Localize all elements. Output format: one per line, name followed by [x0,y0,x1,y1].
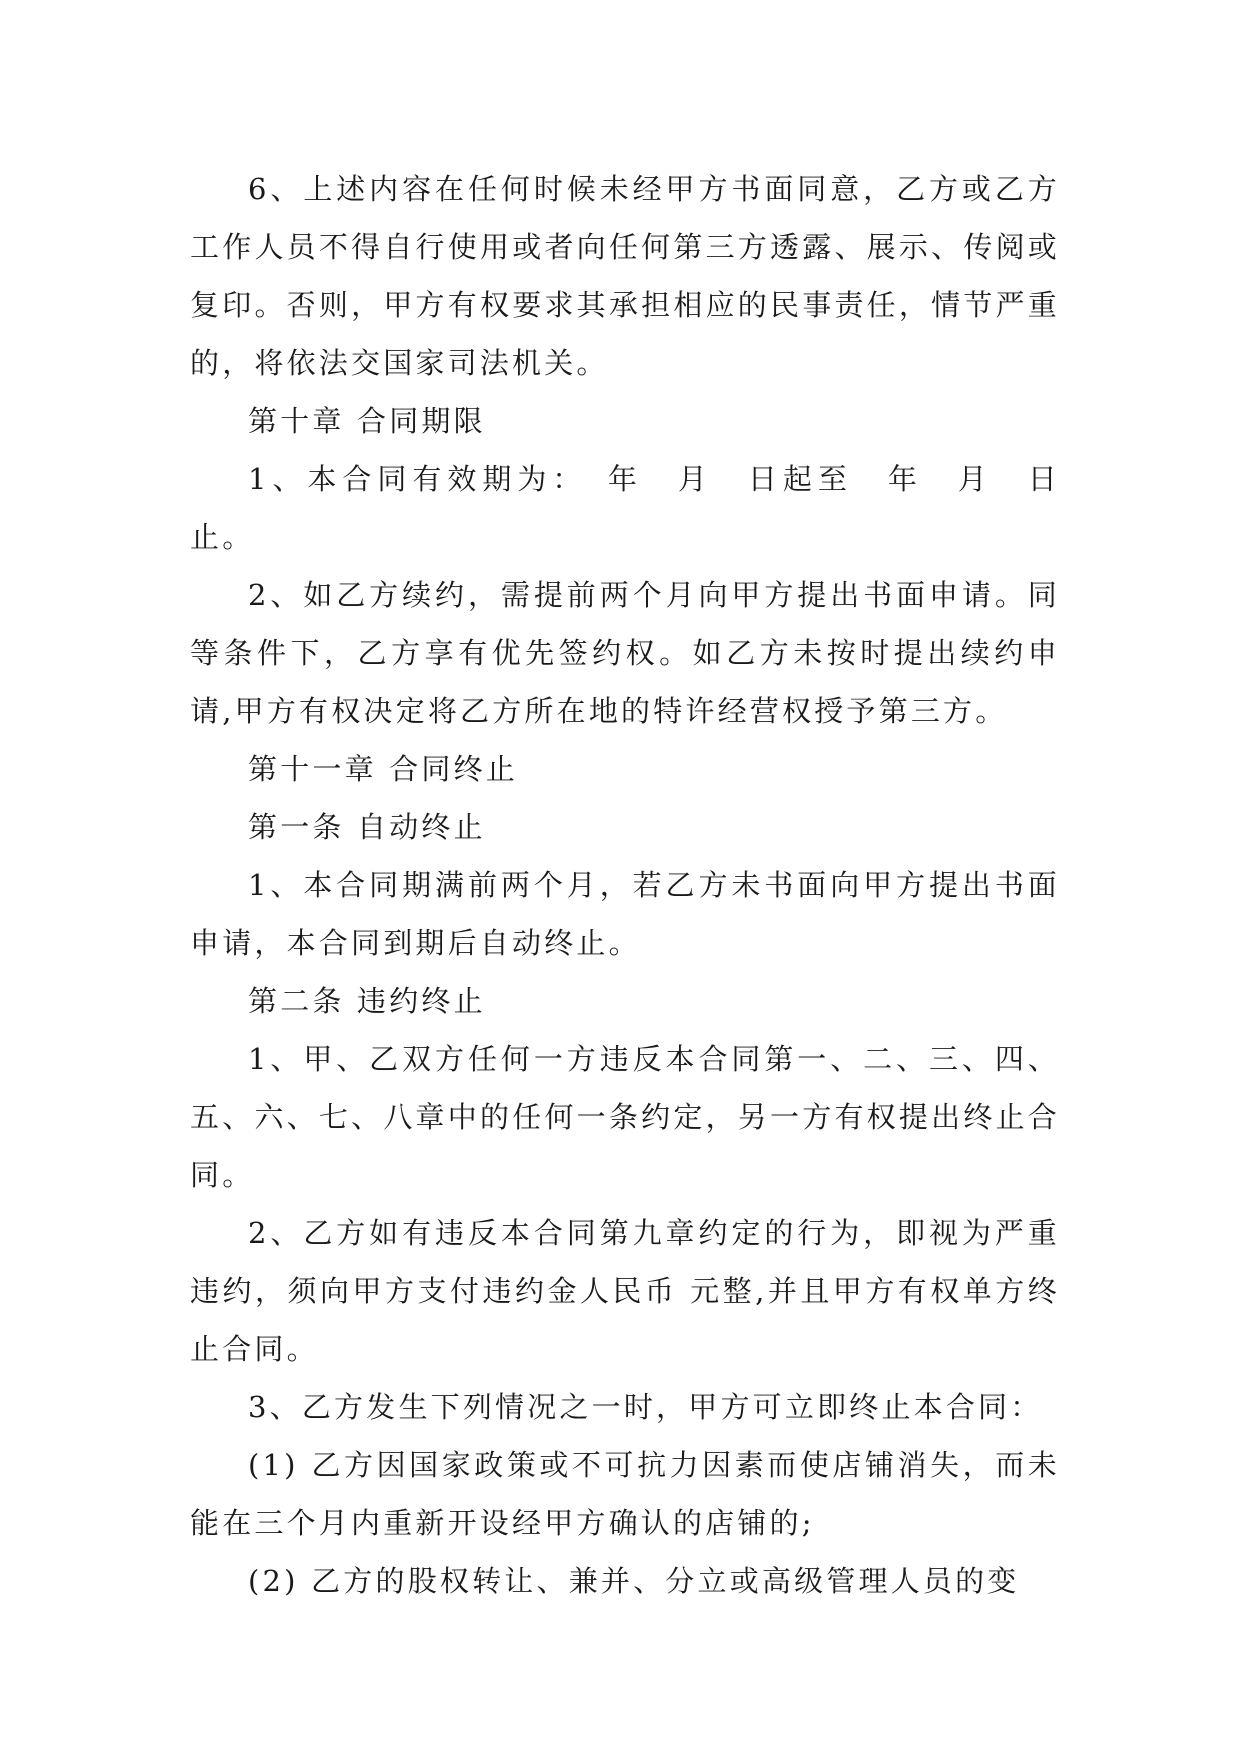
item-2-equity-change: (2) 乙方的股权转让、兼并、分立或高级管理人员的变 [248,1564,1020,1598]
article-2-heading: 第二条 违约终止 [248,984,486,1018]
article-1-heading: 第一条 自动终止 [248,810,486,844]
clause-1-validity: 1、本合同有效期为： 年 月 日起至 年 月 日止。 [190,462,1060,554]
document-page [190,160,1060,1610]
chapter-10-heading: 第十章 合同期限 [248,404,486,438]
clause-2-renewal: 2、如乙方续约，需提前两个月向甲方提出书面申请。同等条件下，乙方享有优先签约权。如乙方未按时提出续约申请,甲方有权决定将乙方所在地的特许经营权授予第三方。 [190,578,1060,728]
clause-1-breach: 1、甲、乙双方任何一方违反本合同第一、二、三、四、五、六、七、八章中的任何一条约定，另一方有权提出终止合同。 [190,1042,1060,1192]
clause-3-immediate-termination: 3、乙方发生下列情况之一时，甲方可立即终止本合同： [248,1390,1043,1424]
clause-6-confidentiality: 6、上述内容在任何时候未经甲方书面同意，乙方或乙方工作人员不得自行使用或者向任何第三方透露、展示、传阅或复印。否则，甲方有权要求其承担相应的民事责任，情节严重的，将依法交国家司法机关。 [190,172,1060,380]
chapter-11-heading: 第十一章 合同终止 [248,752,519,786]
clause-1-auto-termination: 1、本合同期满前两个月，若乙方未书面向甲方提出书面申请，本合同到期后自动终止。 [190,868,1060,960]
item-1-store-loss: (1) 乙方因国家政策或不可抗力因素而使店铺消失，而未能在三个月内重新开设经甲方确认的店铺的; [190,1448,1060,1540]
clause-2-serious-breach: 2、乙方如有违反本合同第九章约定的行为，即视为严重违约，须向甲方支付违约金人民币 元整,并且甲方有权单方终止合同。 [190,1216,1060,1366]
